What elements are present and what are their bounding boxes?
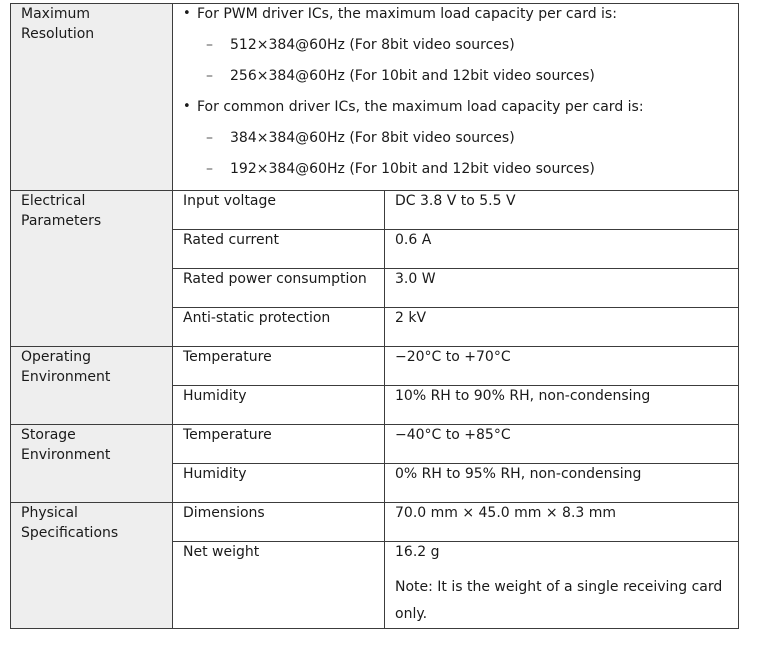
table-row	[11, 347, 739, 386]
param-name: Humidity	[173, 386, 385, 425]
param-name: Temperature	[173, 347, 385, 386]
param-name: Rated current	[173, 230, 385, 269]
param-name: Anti-static protection	[173, 308, 385, 347]
row-maximum-resolution	[11, 4, 739, 191]
param-name: Net weight	[173, 542, 385, 629]
category-physical-specifications: Physical Specifications	[11, 503, 173, 629]
dash-icon: –	[206, 130, 213, 146]
specifications-table	[10, 3, 739, 629]
category-operating-environment: Operating Environment	[11, 347, 173, 425]
dash-icon: –	[206, 68, 213, 84]
common-item-8bit: 384×384@60Hz (For 8bit video sources)	[230, 130, 515, 146]
param-name: Input voltage	[173, 191, 385, 230]
param-name: Temperature	[173, 425, 385, 464]
param-value: 0% RH to 95% RH, non-condensing	[385, 464, 739, 503]
param-value: 3.0 W	[385, 269, 739, 308]
list-item	[183, 35, 728, 66]
common-heading: For common driver ICs, the maximum load capacity per card is:	[197, 99, 644, 115]
list-item	[183, 128, 728, 159]
list-item	[183, 4, 728, 35]
param-name: Dimensions	[173, 503, 385, 542]
common-item-10-12bit: 192×384@60Hz (For 10bit and 12bit video sources)	[230, 161, 595, 177]
param-name: Humidity	[173, 464, 385, 503]
table-row	[11, 503, 739, 542]
param-value: −40°C to +85°C	[385, 425, 739, 464]
bullet-icon: •	[183, 99, 191, 114]
list-item	[183, 97, 728, 128]
net-weight-note: Note: It is the weight of a single receiving card only.	[395, 579, 723, 622]
param-value: DC 3.8 V to 5.5 V	[385, 191, 739, 230]
param-value: −20°C to +70°C	[385, 347, 739, 386]
list-item	[183, 159, 728, 190]
pwm-item-8bit: 512×384@60Hz (For 8bit video sources)	[230, 37, 515, 53]
param-value: 0.6 A	[385, 230, 739, 269]
param-value: 2 kV	[385, 308, 739, 347]
resolution-list	[173, 4, 739, 191]
param-value: 10% RH to 90% RH, non-condensing	[385, 386, 739, 425]
table-row	[11, 191, 739, 230]
table-row	[11, 425, 739, 464]
pwm-item-10-12bit: 256×384@60Hz (For 10bit and 12bit video sources)	[230, 68, 595, 84]
param-name: Rated power consumption	[173, 269, 385, 308]
category-electrical-parameters: Electrical Parameters	[11, 191, 173, 347]
pwm-heading: For PWM driver ICs, the maximum load capacity per card is:	[197, 6, 617, 22]
list-item	[183, 66, 728, 97]
dash-icon: –	[206, 161, 213, 177]
dash-icon: –	[206, 37, 213, 53]
param-value	[385, 542, 739, 629]
category-maximum-resolution: Maximum Resolution	[11, 4, 173, 191]
param-value: 70.0 mm × 45.0 mm × 8.3 mm	[385, 503, 739, 542]
category-storage-environment: Storage Environment	[11, 425, 173, 503]
bullet-icon: •	[183, 6, 191, 21]
net-weight-value: 16.2 g	[395, 544, 440, 560]
